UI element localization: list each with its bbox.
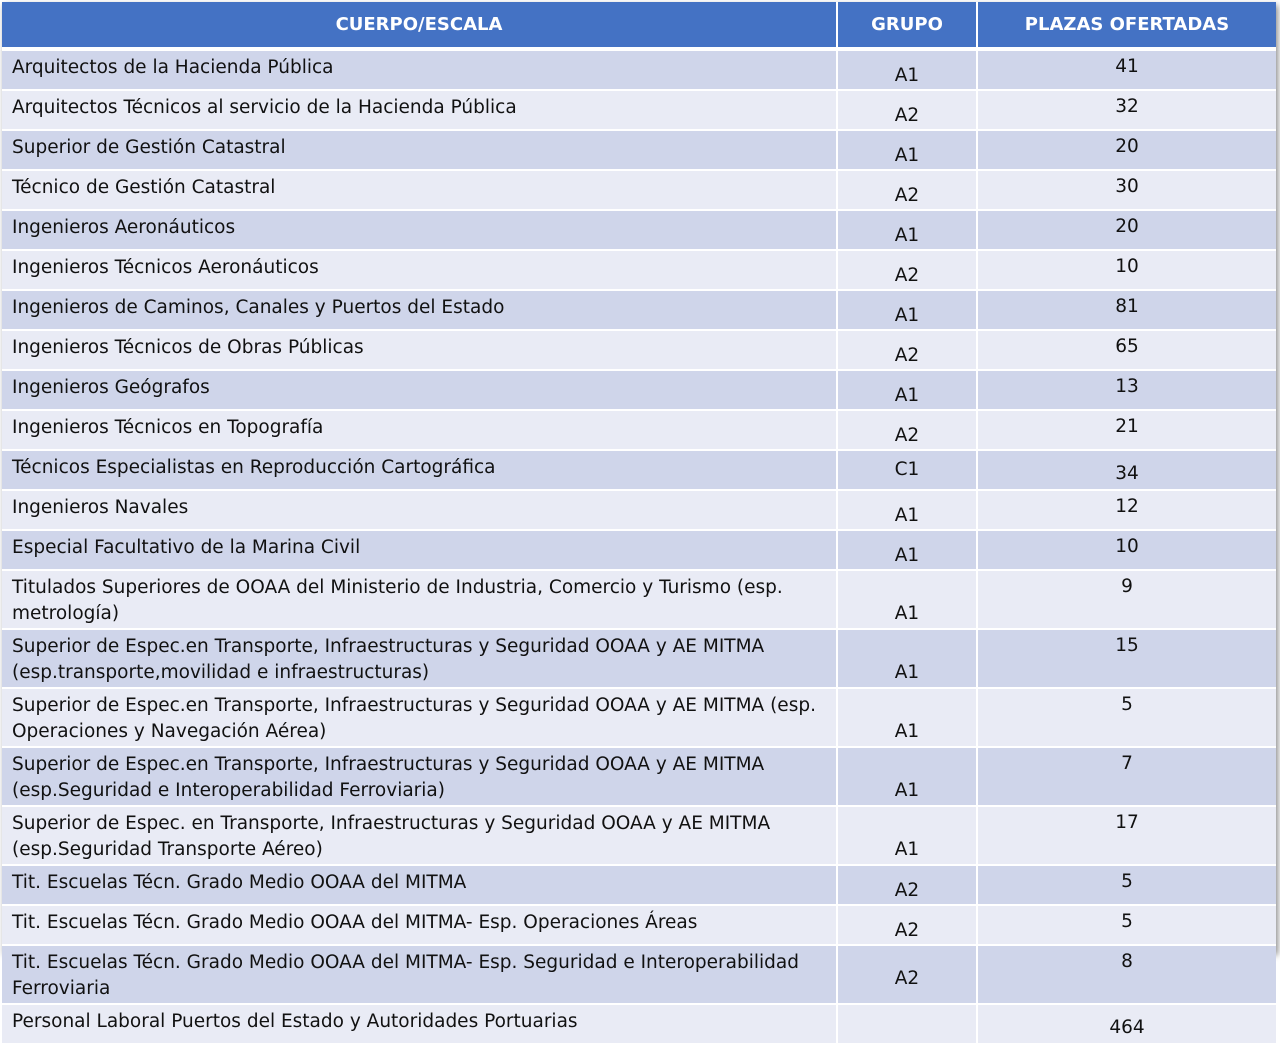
plazas-cell: 41 xyxy=(1115,56,1139,77)
table-row xyxy=(2,371,1276,411)
grupo-cell: A2 xyxy=(894,265,920,286)
cuerpo-cell: Tit. Escuelas Técn. Grado Medio OOAA del MITMA- Esp. Operaciones Áreas xyxy=(2,906,838,946)
grupo-cell: A1 xyxy=(894,721,920,742)
grupo-cell: A1 xyxy=(894,225,920,246)
plazas-cell: 9 xyxy=(1121,576,1133,597)
table-row xyxy=(2,171,1276,211)
cuerpo-cell: Tit. Escuelas Técn. Grado Medio OOAA del MITMA- Esp. Seguridad e Interoperabilidad Ferroviaria xyxy=(2,946,838,1005)
table-row xyxy=(2,51,1276,91)
header-grupo: GRUPO xyxy=(838,2,978,51)
table-row xyxy=(2,689,1276,748)
plazas-table xyxy=(2,2,1276,1043)
grupo-cell: A2 xyxy=(894,185,920,206)
plazas-cell: 17 xyxy=(1115,812,1139,833)
table-row xyxy=(2,91,1276,131)
cuerpo-cell: Especial Facultativo de la Marina Civil xyxy=(2,531,838,571)
plazas-cell: 21 xyxy=(1115,416,1139,437)
table-row xyxy=(2,411,1276,451)
grupo-cell: A2 xyxy=(894,920,920,941)
cuerpo-cell: Ingenieros Aeronáuticos xyxy=(2,211,838,251)
plazas-cell: 464 xyxy=(1109,1017,1145,1038)
plazas-cell: 5 xyxy=(1121,871,1133,892)
plazas-cell: 5 xyxy=(1121,911,1133,932)
table-row xyxy=(2,291,1276,331)
cuerpo-cell: Arquitectos de la Hacienda Pública xyxy=(2,51,838,91)
table-row xyxy=(2,906,1276,946)
plazas-cell: 13 xyxy=(1115,376,1139,397)
grupo-cell: A1 xyxy=(894,545,920,566)
cuerpo-cell: Superior de Gestión Catastral xyxy=(2,131,838,171)
cuerpo-cell: Superior de Espec. en Transporte, Infraestructuras y Seguridad OOAA y AE MITMA (esp.Seguridad Transporte Aéreo) xyxy=(2,807,838,866)
header-cuerpo-escala: CUERPO/ESCALA xyxy=(2,2,838,51)
grupo-cell: A2 xyxy=(894,105,920,126)
table-row xyxy=(2,946,1276,1005)
table-row xyxy=(2,451,1276,491)
cuerpo-cell: Ingenieros Técnicos en Topografía xyxy=(2,411,838,451)
cuerpo-cell: Técnico de Gestión Catastral xyxy=(2,171,838,211)
table-row xyxy=(2,571,1276,630)
plazas-cell: 30 xyxy=(1115,176,1139,197)
cuerpo-cell: Tit. Escuelas Técn. Grado Medio OOAA del MITMA xyxy=(2,866,838,906)
grupo-cell: A2 xyxy=(894,425,920,446)
plazas-cell: 5 xyxy=(1121,694,1133,715)
cuerpo-cell: Superior de Espec.en Transporte, Infraestructuras y Seguridad OOAA y AE MITMA (esp.Seguridad e Interoperabilidad Ferroviaria) xyxy=(2,748,838,807)
plazas-cell: 7 xyxy=(1121,753,1133,774)
header-plazas-ofertadas: PLAZAS OFERTADAS xyxy=(978,2,1276,51)
table-row xyxy=(2,211,1276,251)
plazas-cell: 32 xyxy=(1115,96,1139,117)
plazas-cell: 10 xyxy=(1115,256,1139,277)
table-row xyxy=(2,748,1276,807)
grupo-cell: A1 xyxy=(894,65,920,86)
table-row xyxy=(2,491,1276,531)
grupo-cell: A1 xyxy=(894,662,920,683)
table-row xyxy=(2,630,1276,689)
grupo-cell: C1 xyxy=(894,459,920,480)
table-row xyxy=(2,131,1276,171)
table-row xyxy=(2,1005,1276,1043)
plazas-cell: 10 xyxy=(1115,536,1139,557)
cuerpo-cell: Técnicos Especialistas en Reproducción Cartográfica xyxy=(2,451,838,491)
plazas-cell: 65 xyxy=(1115,336,1139,357)
grupo-cell: A1 xyxy=(894,145,920,166)
table-row xyxy=(2,331,1276,371)
cuerpo-cell: Ingenieros Técnicos de Obras Públicas xyxy=(2,331,838,371)
grupo-cell: A1 xyxy=(894,603,920,624)
cuerpo-cell: Superior de Espec.en Transporte, Infraestructuras y Seguridad OOAA y AE MITMA (esp.transporte,movilidad e infraestructuras) xyxy=(2,630,838,689)
grupo-cell: A1 xyxy=(894,780,920,801)
cuerpo-cell: Ingenieros Técnicos Aeronáuticos xyxy=(2,251,838,291)
cuerpo-cell: Titulados Superiores de OOAA del Ministerio de Industria, Comercio y Turismo (esp. metrología) xyxy=(2,571,838,630)
grupo-cell: A1 xyxy=(894,505,920,526)
grupo-cell: A1 xyxy=(894,305,920,326)
cuerpo-cell: Arquitectos Técnicos al servicio de la Hacienda Pública xyxy=(2,91,838,131)
plazas-cell: 12 xyxy=(1115,496,1139,517)
plazas-cell: 20 xyxy=(1115,136,1139,157)
cuerpo-cell: Ingenieros Geógrafos xyxy=(2,371,838,411)
header-row xyxy=(2,2,1276,51)
table-row xyxy=(2,251,1276,291)
plazas-cell: 8 xyxy=(1121,951,1133,972)
table-row xyxy=(2,866,1276,906)
plazas-cell: 15 xyxy=(1115,635,1139,656)
table-row xyxy=(2,531,1276,571)
plazas-cell: 81 xyxy=(1115,296,1139,317)
grupo-cell: A1 xyxy=(894,839,920,860)
grupo-cell: A2 xyxy=(894,880,920,901)
cuerpo-cell: Personal Laboral Puertos del Estado y Autoridades Portuarias xyxy=(2,1005,838,1043)
table-row xyxy=(2,807,1276,866)
plazas-cell: 34 xyxy=(1115,463,1139,484)
grupo-cell: A1 xyxy=(894,385,920,406)
plazas-cell: 20 xyxy=(1115,216,1139,237)
grupo-cell: A2 xyxy=(894,345,920,366)
cuerpo-cell: Superior de Espec.en Transporte, Infraestructuras y Seguridad OOAA y AE MITMA (esp. Operaciones y Navegación Aérea) xyxy=(2,689,838,748)
cuerpo-cell: Ingenieros de Caminos, Canales y Puertos del Estado xyxy=(2,291,838,331)
table-frame xyxy=(2,2,1276,1038)
cuerpo-cell: Ingenieros Navales xyxy=(2,491,838,531)
grupo-cell: A2 xyxy=(894,968,920,989)
